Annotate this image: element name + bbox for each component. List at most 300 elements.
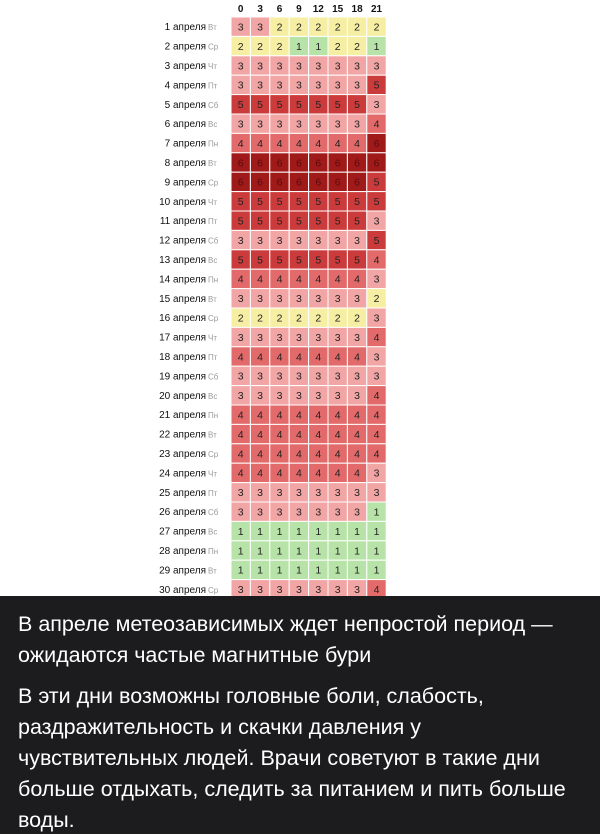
cell-value-label: 5 [334,196,341,209]
cell-value-label: 2 [315,312,322,325]
cell-value-label: 1 [373,545,380,558]
row-date-label: 29 апреля [159,565,206,577]
cell-value-label: 3 [334,331,341,344]
cell-value-label: 3 [354,584,361,596]
row-weekday-label: Чт [208,469,217,479]
cell-value-label: 4 [354,273,361,286]
cell-value-label: 4 [315,428,322,441]
cell-value-label: 3 [257,60,264,73]
cell-value-label: 5 [334,99,341,112]
cell-value-label: 3 [354,331,361,344]
cell-value-label: 5 [276,254,283,267]
row-date-label: 25 апреля [159,487,206,499]
cell-value-label: 4 [334,467,341,480]
cell-value-label: 4 [315,137,322,150]
cell-value-label: 4 [354,428,361,441]
row-weekday-label: Пн [208,275,219,285]
cell-value-label: 4 [373,118,380,131]
cell-value-label: 3 [315,487,322,500]
cell-value-label: 3 [237,506,244,519]
cell-value-label: 4 [237,428,244,441]
cell-value-label: 1 [373,40,380,53]
cell-value-label: 3 [315,390,322,403]
cell-value-label: 2 [334,21,341,34]
cell-value-label: 4 [237,467,244,480]
cell-value-label: 3 [334,506,341,519]
cell-value-label: 3 [295,506,302,519]
cell-value-label: 3 [257,118,264,131]
cell-value-label: 3 [334,584,341,596]
cell-value-label: 3 [257,506,264,519]
cell-value-label: 3 [276,234,283,247]
row-date-label: 19 апреля [159,371,206,383]
cell-value-label: 4 [334,448,341,461]
row-weekday-label: Вс [208,120,218,130]
cell-value-label: 5 [334,254,341,267]
cell-value-label: 3 [257,234,264,247]
cell-value-label: 1 [257,564,264,577]
cell-value-label: 3 [237,21,244,34]
cell-value-label: 2 [373,293,380,306]
caption-body: В эти дни возможны головные боли, слабость, раздражительность и скачки давления у чувствительных людей. Врачи советуют в такие дни больше отдыхать, следить за питанием и пить больше воды. [18,684,566,832]
cell-value-label: 5 [257,196,264,209]
cell-value-label: 5 [295,99,302,112]
cell-value-label: 4 [295,448,302,461]
cell-value-label: 4 [295,351,302,364]
cell-value-label: 3 [237,79,244,92]
cell-value-label: 4 [257,273,264,286]
cell-value-label: 6 [373,157,380,170]
cell-value-label: 4 [334,409,341,422]
cell-value-label: 3 [315,293,322,306]
cell-value-label: 3 [354,487,361,500]
cell-value-label: 2 [354,21,361,34]
cell-value-label: 5 [257,254,264,267]
cell-value-label: 3 [276,487,283,500]
row-weekday-label: Вт [208,159,217,168]
cell-value-label: 2 [257,312,264,325]
cell-value-label: 3 [334,370,341,383]
row-weekday-label: Пн [208,547,219,556]
cell-value-label: 5 [354,254,361,267]
cell-value-label: 2 [276,21,283,34]
row-date-label: 8 апреля [164,158,206,169]
row-date-label: 14 апреля [159,274,206,286]
caption-title: В апреле метеозависимых ждет непростой период — ожидаются частые магнитные бури [18,612,553,667]
cell-value-label: 2 [295,21,302,34]
cell-value-label: 5 [354,215,361,228]
cell-value-label: 3 [237,293,244,306]
cell-value-label: 5 [237,196,244,209]
row-date-label: 21 апреля [159,410,206,422]
cell-value-label: 3 [373,351,380,364]
cell-value-label: 3 [276,370,283,383]
cell-value-label: 3 [373,370,380,383]
cell-value-label: 5 [315,254,322,267]
cell-value-label: 1 [334,545,341,558]
cell-value-label: 5 [276,99,283,112]
row-weekday-label: Вс [208,391,218,401]
hour-header: 18 [351,4,363,15]
hour-header: 3 [257,4,263,15]
cell-value-label: 1 [334,525,341,538]
cell-value-label: 6 [276,176,283,189]
row-date-label: 4 апреля [164,80,206,92]
cell-value-label: 3 [295,79,302,92]
cell-value-label: 1 [295,564,302,577]
cell-value-label: 3 [334,79,341,92]
cell-value-label: 5 [257,99,264,112]
row-date-label: 10 апреля [159,196,206,208]
row-weekday-label: Сб [208,508,219,518]
cell-value-label: 4 [354,409,361,422]
cell-value-label: 6 [354,176,361,189]
cell-value-label: 1 [295,40,302,53]
cell-value-label: 4 [315,467,322,480]
row-weekday-label: Пт [208,81,218,91]
cell-value-label: 1 [373,506,380,519]
cell-value-label: 4 [315,351,322,364]
cell-value-label: 3 [334,293,341,306]
cell-value-label: 3 [276,390,283,403]
cell-value-label: 3 [257,293,264,306]
row-weekday-label: Ср [208,585,219,595]
row-weekday-label: Вт [208,294,217,304]
cell-value-label: 4 [334,351,341,364]
cell-value-label: 1 [257,525,264,538]
cell-value-label: 5 [276,196,283,209]
row-weekday-label: Вт [208,23,217,33]
cell-value-label: 1 [276,545,283,558]
cell-value-label: 3 [237,60,244,73]
cell-value-label: 6 [373,137,380,150]
cell-value-label: 6 [334,176,341,189]
cell-value-label: 2 [276,40,283,53]
cell-value-label: 3 [295,234,302,247]
cell-value-label: 3 [237,390,244,403]
cell-value-label: 4 [276,351,283,364]
cell-value-label: 5 [257,215,264,228]
cell-value-label: 4 [373,428,380,441]
row-weekday-label: Ср [208,178,219,188]
cell-value-label: 3 [334,390,341,403]
cell-value-label: 4 [257,409,264,422]
cell-value-label: 4 [373,448,380,461]
cell-value-label: 4 [276,273,283,286]
row-weekday-label: Сб [208,100,219,110]
cell-value-label: 6 [315,157,322,170]
cell-value-label: 4 [276,448,283,461]
cell-value-label: 5 [237,254,244,267]
cell-value-label: 5 [295,215,302,228]
cell-value-label: 2 [354,312,361,325]
cell-value-label: 3 [315,234,322,247]
cell-value-label: 4 [354,467,361,480]
row-date-label: 26 апреля [159,507,206,519]
cell-value-label: 5 [315,99,322,112]
cell-value-label: 3 [315,79,322,92]
cell-value-label: 4 [257,448,264,461]
cell-value-label: 5 [373,176,380,189]
cell-value-label: 4 [257,467,264,480]
cell-value-label: 4 [373,584,380,596]
cell-value-label: 1 [315,525,322,538]
row-date-label: 12 апреля [159,235,206,247]
hour-header: 6 [276,4,283,15]
cell-value-label: 4 [237,448,244,461]
cell-value-label: 4 [276,428,283,441]
cell-value-label: 2 [295,312,302,325]
cell-value-label: 2 [315,21,322,34]
row-weekday-label: Ср [208,42,219,52]
cell-value-label: 3 [373,99,380,112]
row-weekday-label: Пн [208,411,219,421]
cell-value-label: 5 [354,196,361,209]
cell-value-label: 1 [373,564,380,577]
cell-value-label: 3 [237,487,244,500]
cell-value-label: 3 [334,234,341,247]
cell-value-label: 3 [276,506,283,519]
cell-value-label: 5 [237,99,244,112]
row-date-label: 18 апреля [159,352,206,363]
cell-value-label: 2 [276,312,283,325]
cell-value-label: 4 [257,428,264,441]
cell-value-label: 4 [334,273,341,286]
cell-value-label: 4 [373,331,380,344]
row-date-label: 22 апреля [159,429,206,441]
cell-value-label: 5 [373,79,380,92]
cell-value-label: 3 [276,60,283,73]
hour-header: 15 [332,4,344,15]
row-date-label: 7 апреля [164,138,206,150]
cell-value-label: 3 [295,331,302,344]
row-weekday-label: Пт [208,353,218,362]
cell-value-label: 2 [354,40,361,53]
cell-value-label: 3 [276,584,283,596]
cell-value-label: 1 [373,525,380,538]
cell-value-label: 6 [237,176,244,189]
cell-value-label: 3 [276,331,283,344]
row-weekday-label: Вт [208,566,217,576]
row-date-label: 5 апреля [164,99,206,111]
cell-value-label: 3 [373,312,380,325]
cell-value-label: 4 [373,409,380,422]
cell-value-label: 4 [295,428,302,441]
cell-value-label: 3 [295,487,302,500]
cell-value-label: 1 [237,564,244,577]
cell-value-label: 3 [237,234,244,247]
cell-value-label: 4 [276,137,283,150]
row-date-label: 16 апреля [159,313,206,325]
cell-value-label: 3 [334,60,341,73]
row-date-label: 15 апреля [159,293,206,305]
row-date-label: 30 апреля [159,584,206,596]
caption-panel [0,596,600,834]
cell-value-label: 1 [354,564,361,577]
cell-value-label: 5 [276,215,283,228]
cell-value-label: 5 [295,254,302,267]
cell-value-label: 5 [334,215,341,228]
cell-value-label: 1 [315,545,322,558]
row-date-label: 13 апреля [159,255,206,266]
cell-value-label: 3 [315,331,322,344]
cell-value-label: 3 [315,370,322,383]
cell-value-label: 4 [257,351,264,364]
cell-value-label: 3 [373,467,380,480]
cell-value-label: 4 [276,409,283,422]
cell-value-label: 3 [295,390,302,403]
cell-value-label: 3 [334,487,341,500]
cell-value-label: 3 [354,390,361,403]
cell-value-label: 6 [334,157,341,170]
cell-value-label: 4 [354,137,361,150]
row-weekday-label: Чт [208,62,217,71]
cell-value-label: 3 [315,118,322,131]
row-weekday-label: Ср [208,314,219,324]
cell-value-label: 3 [354,293,361,306]
cell-value-label: 4 [315,273,322,286]
cell-value-label: 1 [237,525,244,538]
row-weekday-label: Пт [208,217,218,227]
cell-value-label: 4 [373,254,380,267]
cell-value-label: 6 [237,157,244,170]
cell-value-label: 4 [315,409,322,422]
cell-value-label: 3 [373,273,380,286]
row-weekday-label: Вт [208,430,217,440]
cell-value-label: 3 [276,293,283,306]
cell-value-label: 4 [295,409,302,422]
cell-value-label: 3 [373,60,380,73]
cell-value-label: 1 [295,545,302,558]
cell-value-label: 1 [257,545,264,558]
cell-value-label: 3 [295,60,302,73]
cell-value-label: 5 [315,196,322,209]
cell-value-label: 3 [354,79,361,92]
cell-value-label: 4 [237,137,244,150]
cell-value-label: 3 [334,118,341,131]
cell-value-label: 1 [315,564,322,577]
cell-value-label: 3 [237,331,244,344]
cell-value-label: 2 [237,40,244,53]
row-weekday-label: Вс [208,256,218,265]
cell-value-label: 6 [257,157,264,170]
cell-value-label: 1 [354,545,361,558]
cell-value-label: 5 [373,196,380,209]
cell-value-label: 3 [354,506,361,519]
cell-value-label: 5 [373,234,380,247]
row-date-label: 23 апреля [159,449,206,460]
row-date-label: 28 апреля [159,546,206,557]
row-weekday-label: Чт [208,197,217,207]
cell-value-label: 4 [257,137,264,150]
cell-value-label: 3 [237,584,244,596]
cell-value-label: 3 [373,215,380,228]
cell-value-label: 6 [276,157,283,170]
cell-value-label: 4 [334,137,341,150]
cell-value-label: 1 [354,525,361,538]
cell-value-label: 3 [237,118,244,131]
cell-value-label: 3 [257,79,264,92]
cell-value-label: 5 [295,196,302,209]
cell-value-label: 4 [354,448,361,461]
hour-header: 0 [237,4,244,15]
row-date-label: 1 апреля [164,22,206,34]
cell-value-label: 4 [315,448,322,461]
cell-value-label: 3 [354,370,361,383]
cell-value-label: 3 [257,487,264,500]
row-weekday-label: Сб [208,236,219,246]
cell-value-label: 4 [237,409,244,422]
row-weekday-label: Ср [208,450,219,459]
cell-value-label: 6 [295,157,302,170]
cell-value-label: 1 [315,40,322,53]
cell-value-label: 3 [315,506,322,519]
row-date-label: 17 апреля [159,332,206,344]
cell-value-label: 6 [315,176,322,189]
cell-value-label: 3 [257,390,264,403]
cell-value-label: 2 [373,21,380,34]
cell-value-label: 4 [295,273,302,286]
cell-value-label: 1 [276,564,283,577]
row-weekday-label: Вс [208,527,218,537]
hour-header: 21 [370,4,383,15]
cell-value-label: 3 [257,370,264,383]
cell-value-label: 3 [354,60,361,73]
row-date-label: 9 апреля [164,177,206,189]
cell-value-label: 3 [295,370,302,383]
cell-value-label: 3 [315,60,322,73]
cell-value-label: 6 [354,157,361,170]
cell-value-label: 4 [334,428,341,441]
cell-value-label: 3 [295,293,302,306]
row-weekday-label: Сб [208,372,219,382]
row-weekday-label: Пт [208,488,218,498]
row-weekday-label: Пн [208,139,219,149]
cell-value-label: 4 [354,351,361,364]
cell-value-label: 3 [373,487,380,500]
cell-value-label: 5 [237,215,244,228]
cell-value-label: 3 [257,584,264,596]
cell-value-label: 3 [295,584,302,596]
cell-value-label: 6 [295,176,302,189]
row-date-label: 6 апреля [164,119,206,131]
hour-header: 9 [296,4,302,15]
row-date-label: 3 апреля [164,61,206,72]
cell-value-label: 4 [373,390,380,403]
cell-value-label: 4 [295,467,302,480]
cell-value-label: 3 [354,118,361,131]
cell-value-label: 1 [276,525,283,538]
cell-value-label: 2 [334,40,341,53]
cell-value-label: 4 [237,273,244,286]
row-weekday-label: Чт [208,333,217,343]
cell-value-label: 4 [237,351,244,364]
cell-value-label: 5 [315,215,322,228]
cell-value-label: 2 [237,312,244,325]
cell-value-label: 2 [334,312,341,325]
cell-value-label: 3 [237,370,244,383]
cell-value-label: 3 [257,331,264,344]
cell-value-label: 3 [354,234,361,247]
cell-value-label: 3 [276,79,283,92]
hour-header: 12 [312,4,324,15]
row-date-label: 24 апреля [159,468,206,480]
cell-value-label: 3 [276,118,283,131]
cell-value-label: 5 [354,99,361,112]
row-date-label: 27 апреля [159,526,206,538]
row-date-label: 2 апреля [164,41,206,53]
cell-value-label: 3 [315,584,322,596]
